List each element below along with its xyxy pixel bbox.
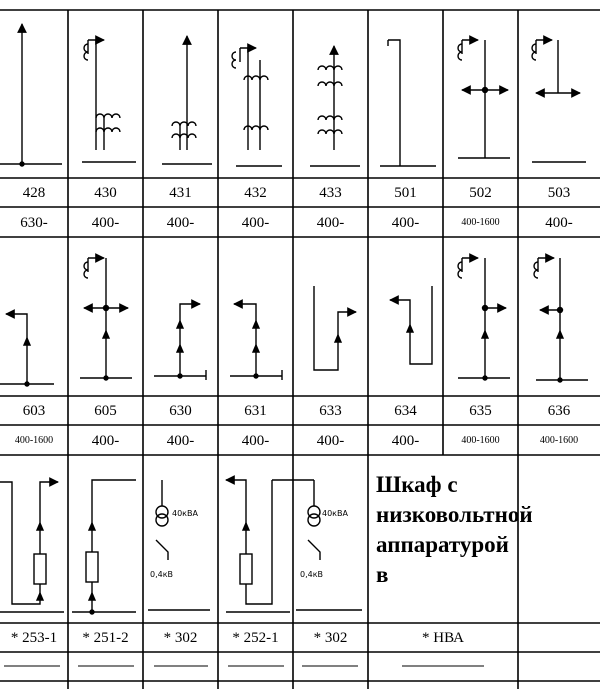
schematic-431 <box>162 36 212 164</box>
scheme-number-630: 630 <box>169 403 192 419</box>
rating-430: 400- <box>91 215 120 231</box>
scheme-number-631: 631 <box>244 403 267 419</box>
schematic-636 <box>534 258 588 382</box>
schematic-631 <box>230 304 282 380</box>
scheme-number-605: 605 <box>94 403 117 419</box>
row2-schematics <box>0 258 588 386</box>
low-voltage-b: 0,4кВ <box>300 570 324 579</box>
scheme-number-633: 633 <box>319 403 342 419</box>
scheme-number-433: 433 <box>319 185 342 201</box>
rating-432: 400- <box>241 215 270 231</box>
rating-501: 400- <box>391 215 420 231</box>
code-nva: * НВА <box>422 630 464 646</box>
schematic-302-b <box>296 480 362 610</box>
schematic-630 <box>154 304 206 380</box>
scheme-number-635: 635 <box>469 403 492 419</box>
rating-431: 400- <box>166 215 195 231</box>
scheme-number-636: 636 <box>547 403 571 419</box>
rating-605: 400- <box>91 433 120 449</box>
rating-630: 400- <box>166 433 195 449</box>
code-253-1: * 253-1 <box>10 630 58 646</box>
rating-603: 400-1600 <box>14 435 54 446</box>
low-voltage-a: 0,4кВ <box>150 570 174 579</box>
code-252-1: * 252-1 <box>232 630 279 646</box>
schematic-501 <box>380 40 436 166</box>
scheme-number-634: 634 <box>394 403 417 419</box>
schematic-633 <box>314 286 356 370</box>
schematic-430 <box>82 40 136 162</box>
rating-636: 400-1600 <box>539 435 579 446</box>
row3-schematics <box>0 480 362 614</box>
scheme-number-603: 603 <box>22 403 46 419</box>
rating-433: 400- <box>316 215 345 231</box>
schematic-252-1 <box>226 480 314 612</box>
code-302-a: * 302 <box>163 630 198 646</box>
rating-633: 400- <box>316 433 345 449</box>
schematic-433 <box>310 46 360 166</box>
cabinet-title: Шкаф с низковольтной аппаратурой в <box>376 472 533 587</box>
scheme-number-501: 501 <box>394 185 417 201</box>
scheme-number-431: 431 <box>169 185 192 201</box>
rating-428: 630- <box>20 215 48 231</box>
rating-503: 400- <box>545 215 573 231</box>
code-302-b: * 302 <box>313 630 348 646</box>
schematic-605 <box>80 258 132 380</box>
schematic-634 <box>390 286 432 364</box>
schematic-428 <box>0 24 62 166</box>
schematic-251-2 <box>72 480 136 614</box>
rating-635: 400-1600 <box>461 435 500 446</box>
rating-631: 400- <box>241 433 270 449</box>
schematic-502 <box>458 40 510 158</box>
scheme-number-430: 430 <box>94 185 117 201</box>
rating-634: 400- <box>391 433 420 449</box>
scheme-number-503: 503 <box>547 185 571 201</box>
schematic-302-a <box>148 480 210 610</box>
rating-502: 400-1600 <box>461 217 500 228</box>
scheme-number-432: 432 <box>244 185 267 201</box>
schematic-635 <box>458 258 510 380</box>
schematic-253-1 <box>0 482 64 612</box>
transformer-power-a: 40кВА <box>172 509 198 518</box>
schematic-503 <box>532 40 586 162</box>
schematic-603 <box>0 314 54 386</box>
scheme-number-502: 502 <box>469 185 492 201</box>
scheme-number-428: 428 <box>22 185 46 201</box>
transformer-power-b: 40кВА <box>322 509 348 518</box>
code-251-2: * 251-2 <box>82 630 129 646</box>
schematic-432 <box>232 48 282 166</box>
